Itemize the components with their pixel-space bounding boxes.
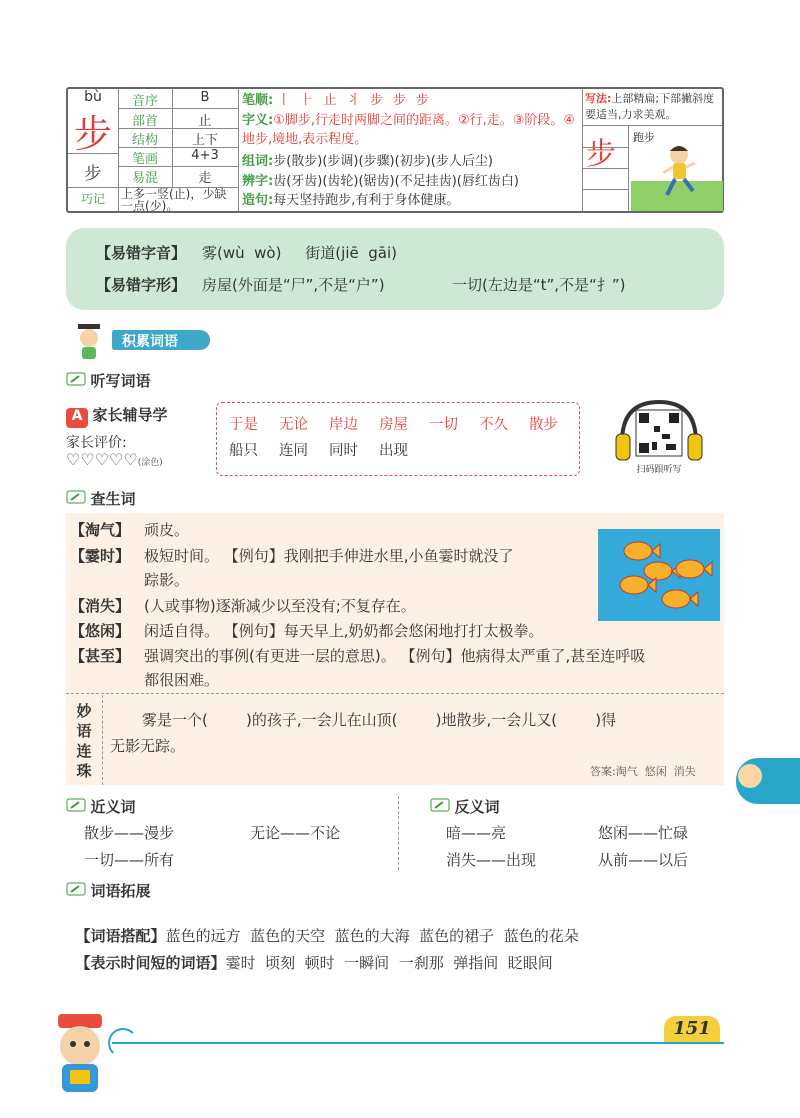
antonym-pair: 消失——出现	[446, 851, 537, 869]
dictation-title: 听写词语	[90, 372, 151, 390]
common-errors-panel	[66, 228, 724, 310]
ziyi-label: 字义:	[242, 113, 274, 128]
fish-illustration	[598, 529, 720, 621]
lookup-header	[66, 488, 135, 509]
qr-code-with-headphones[interactable]	[614, 398, 704, 476]
footer-line	[112, 1042, 724, 1044]
value-yihun: 走	[198, 171, 212, 186]
synonyms-title: 近义词	[90, 798, 136, 816]
synonym-pair: 散步——漫步	[84, 824, 175, 842]
miaoyu-answer: 答案:淘气 悠闲 消失	[590, 765, 696, 778]
miaoyu-char: 连	[76, 742, 92, 760]
xiefa-text: 上部精扁;下部撇斜度要适当,力求美观。	[585, 92, 715, 121]
term: 【消失】	[70, 597, 131, 615]
pencil-icon	[66, 798, 86, 812]
definition: 顽皮。	[144, 521, 190, 539]
word: 无论	[279, 417, 308, 433]
term: 【淘气】	[70, 521, 131, 539]
word: 不久	[479, 417, 508, 433]
word: 于是	[229, 417, 258, 433]
word: 船只	[229, 443, 258, 459]
error-shape-text-2: 一切(左边是“t”,不是“扌”)	[452, 276, 626, 294]
vertical-dashed-divider	[102, 695, 104, 785]
error-sound-text: 雾(wù wò) 街道(jiē gāi)	[202, 244, 397, 262]
miaoyu-label	[70, 701, 98, 781]
miaoyu-text-1: 雾是一个( )的孩子,一会儿在山顶( )地散步,一会儿又( )得	[142, 711, 617, 729]
miaoyu-text-2: 无影无踪。	[110, 737, 186, 755]
zuci-label: 组词:	[242, 154, 274, 169]
dictation-word-box	[216, 402, 580, 476]
antonym-pair: 悠闲——忙碌	[598, 824, 689, 842]
error-shape-text-1: 房屋(外面是“尸”,不是“户”)	[202, 276, 385, 294]
scholar-mascot-icon	[70, 322, 110, 362]
heart-rating-icons[interactable]: ♡♡♡♡♡	[66, 450, 138, 469]
short-time-list: 霎时 顷刻 顿时 一瞬间 一刹那 弹指间 眨眼间	[225, 954, 553, 972]
face-icon	[738, 764, 762, 788]
term: 【甚至】	[70, 647, 131, 665]
page-number-badge	[664, 1016, 720, 1042]
section-title: 积累词语	[122, 334, 178, 350]
word: 同时	[329, 443, 358, 459]
expand-header	[66, 880, 150, 901]
section-title-banner	[112, 330, 210, 350]
miaoyu-char: 珠	[76, 762, 92, 780]
label-yinxu: 音序	[131, 94, 158, 109]
sample-character: 步	[586, 137, 616, 172]
pencil-icon	[66, 882, 86, 896]
zaoju-text: 每天坚持跑步,有利于身体健康。	[273, 193, 460, 208]
word: 出现	[379, 443, 408, 459]
bishun-strokes: 丨 ⺊ 止 ⺦ 步 步 步	[277, 93, 433, 108]
side-tab	[736, 758, 800, 804]
mascot-icon	[40, 1008, 120, 1098]
dashed-divider	[66, 693, 724, 694]
word: 房屋	[379, 417, 408, 433]
antonym-pair: 暗——亮	[446, 824, 507, 842]
antonyms-header	[430, 796, 499, 817]
dictation-header	[66, 370, 150, 391]
qiaoji-label: 巧记	[80, 192, 105, 206]
miaoyu-char: 语	[76, 722, 92, 740]
zuci-text: 步(散步)(步调)(步骤)(初步)(步人后尘)	[273, 154, 493, 169]
running-boy-image	[631, 129, 723, 211]
image-caption: 跑步	[633, 131, 655, 144]
pencil-icon	[66, 490, 86, 504]
word: 连同	[279, 443, 308, 459]
label-bihua: 笔画	[131, 152, 158, 167]
label-jiegou: 结构	[131, 133, 158, 148]
vertical-dashed-divider	[398, 796, 400, 870]
synonyms-header	[66, 796, 135, 817]
eval-label: 家长评价:	[66, 435, 127, 451]
label-yihun: 易混	[131, 171, 158, 186]
headphones-icon	[614, 398, 704, 464]
term: 【霎时】	[70, 547, 131, 565]
value-bihua: 4+3	[191, 148, 219, 163]
qiaoji-text: 上多一竖(止)，少缺一点(少)。	[121, 187, 227, 213]
collocation-list: 蓝色的远方 蓝色的天空 蓝色的大海 蓝色的裙子 蓝色的花朵	[165, 927, 579, 945]
short-time-label: 【表示时间短的词语】	[75, 954, 226, 972]
definition-continued: 都很困难。	[144, 671, 220, 689]
definition-continued: 踪影。	[144, 571, 190, 589]
pencil-icon	[66, 372, 86, 386]
big-character: 步	[73, 112, 112, 156]
ziyi-text: ①脚步,行走时两脚之间的距离。②行,走。③阶段。④地步,境地,表示程度。	[242, 113, 576, 147]
synonym-pair: 无论——不论	[250, 824, 341, 842]
definition: 闲适自得。 【例句】每天早上,奶奶都会悠闲地打打太极拳。	[144, 622, 544, 640]
pencil-icon	[430, 798, 450, 812]
value-yinxu: B	[200, 90, 210, 105]
parent-guide-label: 家长辅导学	[92, 406, 168, 424]
collocation-label: 【词语搭配】	[75, 927, 166, 945]
hearts-note: (涂色)	[137, 458, 163, 468]
qr-caption: 扫码跟听写	[636, 465, 682, 475]
value-jiegou: 上下	[191, 133, 218, 148]
expand-title: 词语拓展	[90, 882, 151, 900]
page-number: 151	[673, 1018, 711, 1039]
bianzi-label: 辨字:	[242, 174, 274, 189]
pinyin: bù	[84, 89, 102, 105]
parent-guide	[66, 404, 167, 428]
bianzi-text: 齿(牙齿)(齿轮)(锯齿)(不足挂齿)(唇红齿白)	[273, 174, 519, 189]
bishun-label: 笔顺:	[242, 93, 274, 108]
word: 一切	[429, 417, 458, 433]
definition: (人或事物)逐渐减少以至没有;不复存在。	[144, 597, 416, 615]
definition: 极短时间。 【例句】我刚把手伸进水里,小鱼霎时就没了	[144, 547, 514, 565]
value-bushou: 止	[198, 114, 212, 129]
character-card	[66, 87, 724, 213]
xiefa-label: 写法:	[585, 92, 612, 105]
zaoju-label: 造句:	[242, 193, 274, 208]
lookup-panel	[66, 513, 724, 785]
lookup-title: 查生词	[90, 490, 136, 508]
synonym-pair: 一切——所有	[84, 851, 175, 869]
error-sound-label: 【易错字音】	[96, 244, 187, 262]
small-character: 步	[84, 164, 102, 184]
word: 岸边	[329, 417, 358, 433]
antonyms-title: 反义词	[454, 798, 500, 816]
antonym-pair: 从前——以后	[598, 851, 689, 869]
definition: 强调突出的事例(有更进一层的意思)。 【例句】他病得太严重了,甚至连呼吸	[144, 647, 646, 665]
eval-hearts[interactable]	[66, 450, 163, 469]
label-bushou: 部首	[131, 114, 158, 129]
footer-swirl	[108, 1028, 138, 1058]
miaoyu-char: 妙	[76, 702, 92, 720]
word: 散步	[529, 417, 558, 433]
term: 【悠闲】	[70, 622, 131, 640]
error-shape-label: 【易错字形】	[96, 276, 187, 294]
parent-guide-icon: A	[66, 408, 88, 428]
